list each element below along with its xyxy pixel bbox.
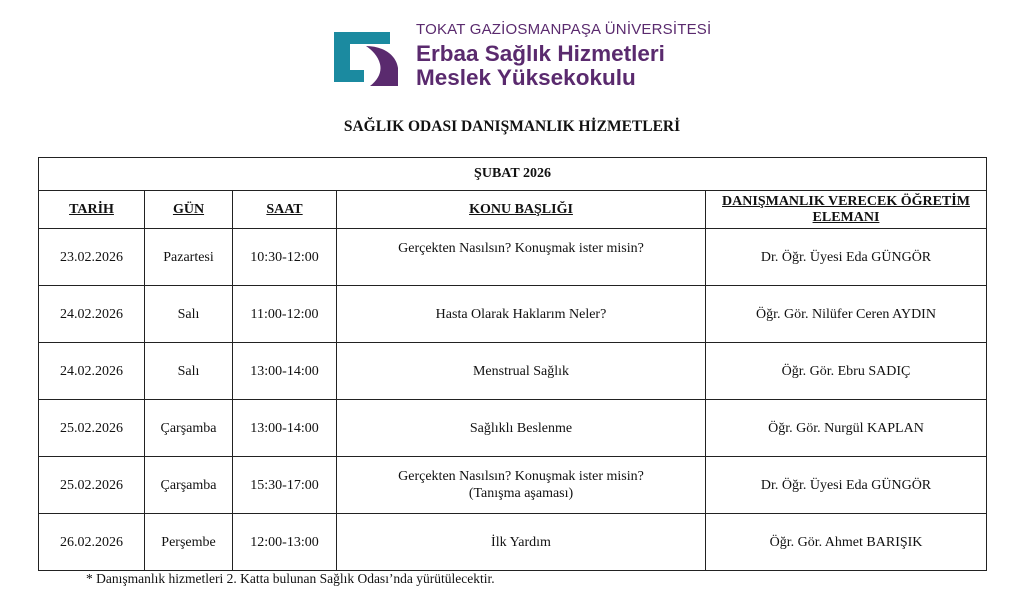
page-title: SAĞLIK ODASI DANIŞMANLIK HİZMETLERİ <box>343 118 681 135</box>
date-cell: 24.02.2026 <box>39 286 145 343</box>
time-cell: 10:30-12:00 <box>233 229 337 286</box>
university-logo-icon <box>330 24 402 90</box>
day-cell: Salı <box>145 343 233 400</box>
topic-text: Hasta Olarak Haklarım Neler? <box>435 306 607 322</box>
school-name-line2: Meslek Yüksekokulu <box>416 65 636 90</box>
staff-cell: Öğr. Gör. Ahmet BARIŞIK <box>706 514 987 571</box>
day-cell: Pazartesi <box>145 229 233 286</box>
table-row <box>39 514 987 571</box>
topic-text: İlk Yardım <box>491 534 551 550</box>
time-cell: 15:30-17:00 <box>233 457 337 514</box>
time-cell: 11:00-12:00 <box>233 286 337 343</box>
topic-text: Menstrual Sağlık <box>472 363 570 379</box>
time-cell: 13:00-14:00 <box>233 400 337 457</box>
column-header-date: TARİH <box>39 191 145 229</box>
topic-cell <box>337 457 706 514</box>
header <box>330 20 730 92</box>
date-cell: 23.02.2026 <box>39 229 145 286</box>
time-cell: 13:00-14:00 <box>233 343 337 400</box>
staff-cell: Dr. Öğr. Üyesi Eda GÜNGÖR <box>706 457 987 514</box>
topic-subtext: (Tanışma aşaması) <box>468 486 574 501</box>
topic-cell <box>337 229 706 286</box>
topic-cell <box>337 514 706 571</box>
topic-cell <box>337 286 706 343</box>
day-cell: Perşembe <box>145 514 233 571</box>
time-cell: 12:00-13:00 <box>233 514 337 571</box>
column-header-day: GÜN <box>145 191 233 229</box>
university-name: TOKAT GAZİOSMANPAŞA ÜNİVERSİTESİ <box>416 21 712 38</box>
column-header-staff: DANIŞMANLIK VERECEK ÖĞRETİM ELEMANI <box>706 191 987 229</box>
month-title: ŞUBAT 2026 <box>39 158 987 191</box>
logo-arc-purple <box>366 46 398 86</box>
table-row <box>39 229 987 286</box>
topic-cell <box>337 400 706 457</box>
topic-text: Gerçekten Nasılsın? Konuşmak ister misin? <box>398 469 644 484</box>
date-cell: 25.02.2026 <box>39 400 145 457</box>
logo-bar-teal <box>354 48 368 64</box>
month-header-row <box>39 158 987 191</box>
date-cell: 24.02.2026 <box>39 343 145 400</box>
table-row <box>39 286 987 343</box>
column-header-topic: KONU BAŞLIĞI <box>337 191 706 229</box>
day-cell: Çarşamba <box>145 400 233 457</box>
topic-text: Sağlıklı Beslenme <box>469 420 573 436</box>
staff-cell: Öğr. Gör. Nurgül KAPLAN <box>706 400 987 457</box>
table-row <box>39 400 987 457</box>
table-row <box>39 457 987 514</box>
column-header-time: SAAT <box>233 191 337 229</box>
schedule-table <box>38 157 987 571</box>
topic-text: Gerçekten Nasılsın? Konuşmak ister misin? <box>398 241 644 256</box>
footnote: * Danışmanlık hizmetleri 2. Katta bulunan Sağlık Odası’nda yürütülecektir. <box>86 571 495 586</box>
date-cell: 25.02.2026 <box>39 457 145 514</box>
column-header-row <box>39 191 987 229</box>
topic-cell <box>337 343 706 400</box>
school-name-line1: Erbaa Sağlık Hizmetleri <box>416 41 665 66</box>
table-row <box>39 343 987 400</box>
day-cell: Çarşamba <box>145 457 233 514</box>
day-cell: Salı <box>145 286 233 343</box>
staff-cell: Öğr. Gör. Nilüfer Ceren AYDIN <box>706 286 987 343</box>
staff-cell: Dr. Öğr. Üyesi Eda GÜNGÖR <box>706 229 987 286</box>
date-cell: 26.02.2026 <box>39 514 145 571</box>
staff-cell: Öğr. Gör. Ebru SADIÇ <box>706 343 987 400</box>
